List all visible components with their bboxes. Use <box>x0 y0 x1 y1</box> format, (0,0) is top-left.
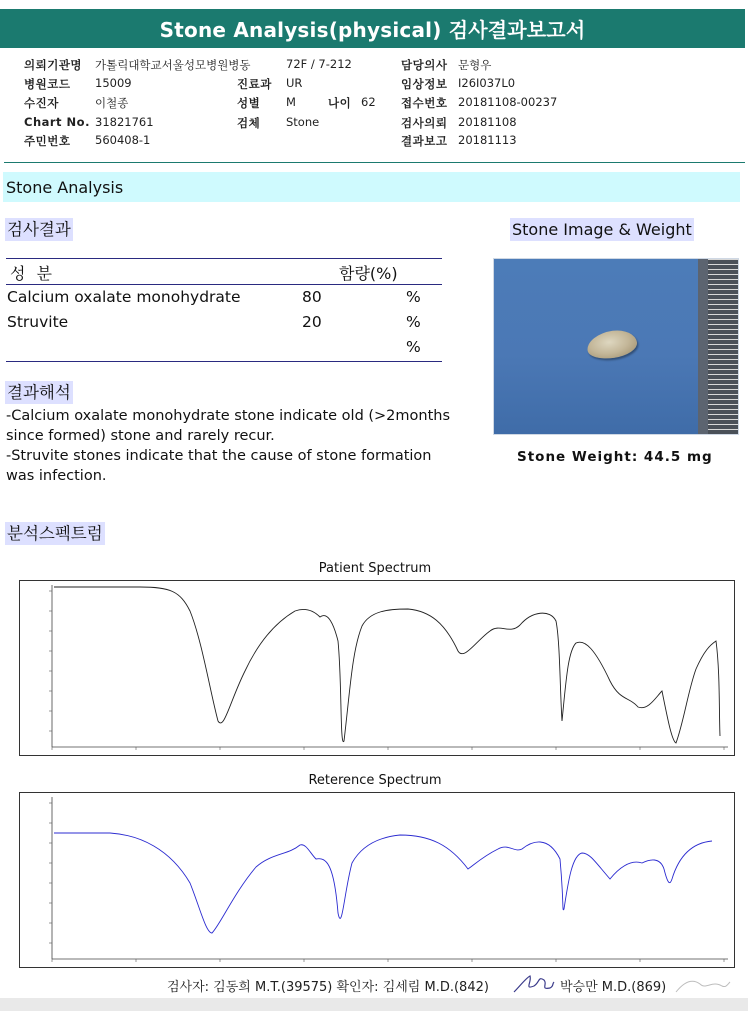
section-title: Stone Analysis <box>3 172 740 202</box>
dept-label: 진료과 <box>237 77 272 91</box>
report-title: Stone Analysis(physical) 검사결과보고서 <box>0 9 745 48</box>
stone-weight: Stone Weight: 44.5 mg <box>517 449 713 465</box>
institution-label: 의뢰기관명 <box>24 58 83 72</box>
component-name: Calcium oxalate monohydrate <box>7 288 241 306</box>
recipient-label: 수진자 <box>24 96 59 110</box>
ruler <box>698 259 738 434</box>
dept-value: UR <box>286 76 303 90</box>
chart-label: Chart No. <box>24 115 90 129</box>
component-unit: % <box>406 313 421 331</box>
info-row-3 <box>0 95 748 111</box>
hospital-code-value: 15009 <box>95 76 132 90</box>
faint-signature-mark <box>672 974 732 998</box>
ward-value: 72F / 7-212 <box>286 57 352 71</box>
component-value: 80 <box>302 288 322 306</box>
col-content-header: 함량(%) <box>339 264 398 283</box>
stone-heading: Stone Image & Weight <box>512 220 692 239</box>
signature-mark <box>510 972 556 998</box>
stone-specimen <box>585 328 638 362</box>
footer-band <box>0 998 748 1011</box>
stone-photo <box>493 258 739 435</box>
component-unit: % <box>406 338 421 356</box>
age-value: 62 <box>361 95 376 109</box>
patient-spectrum-svg <box>20 581 734 755</box>
sex-label: 성별 <box>237 96 261 110</box>
table-header-rule <box>6 284 442 285</box>
id-value: 560408-1 <box>95 133 151 147</box>
report-date-value: 20181113 <box>458 133 517 147</box>
institution-value: 가톨릭대학교서울성모병원병동 <box>95 58 251 72</box>
reference-spectrum-svg <box>20 793 734 967</box>
clinical-label: 임상정보 <box>401 77 448 91</box>
reference-spectrum-trace <box>54 833 712 933</box>
specimen-value: Stone <box>286 115 320 129</box>
results-heading: 검사결과 <box>7 220 71 239</box>
patient-spectrum-trace <box>54 587 720 743</box>
component-name: Struvite <box>7 313 69 331</box>
receipt-label: 접수번호 <box>401 96 448 110</box>
top-stripe <box>0 0 748 8</box>
clinical-value: I26I037L0 <box>458 76 516 90</box>
info-row-2 <box>0 76 748 92</box>
info-row-5 <box>0 133 748 149</box>
info-row-1 <box>0 57 748 73</box>
interpretation-line: was infection. <box>6 468 107 484</box>
approver-text: 박승만 M.D.(869) <box>560 980 667 995</box>
request-value: 20181108 <box>458 115 517 129</box>
interpretation-line: -Calcium oxalate monohydrate stone indicate old (>2months <box>6 408 451 424</box>
report-date-label: 결과보고 <box>401 134 448 148</box>
doctor-value: 문형우 <box>458 58 492 72</box>
component-value: 20 <box>302 313 322 331</box>
patient-spectrum-plot <box>19 580 735 756</box>
receipt-value: 20181108-00237 <box>458 95 558 109</box>
age-label: 나이 <box>328 96 352 110</box>
col-component-header: 성 분 <box>10 264 55 283</box>
interpretation-heading: 결과해석 <box>7 383 71 402</box>
inspector-text: 검사자: 김동희 M.T.(39575) 확인자: 김세림 M.D.(842) <box>167 980 489 995</box>
id-label: 주민번호 <box>24 134 71 148</box>
interpretation-line: -Struvite stones indicate that the cause of stone formation <box>6 448 432 464</box>
interpretation-line: since formed) stone and rarely recur. <box>6 428 275 444</box>
info-divider <box>4 162 745 163</box>
recipient-value: 이철종 <box>95 96 129 110</box>
hospital-code-label: 병원코드 <box>24 77 71 91</box>
report-header <box>0 0 748 56</box>
spectrum-heading: 분석스펙트럼 <box>7 524 103 543</box>
chart-value: 31821761 <box>95 115 154 129</box>
sex-value: M <box>286 95 296 109</box>
reference-spectrum-axes <box>49 797 728 962</box>
table-bottom-rule <box>6 361 442 362</box>
reference-spectrum-title: Reterence Spectrum <box>308 773 442 788</box>
request-label: 검사의뢰 <box>401 116 448 130</box>
doctor-label: 담당의사 <box>401 58 448 72</box>
info-row-4 <box>0 115 748 131</box>
specimen-label: 검체 <box>237 116 261 130</box>
signature-line <box>0 972 748 998</box>
table-top-rule <box>6 258 442 259</box>
patient-spectrum-title: Patient Spectrum <box>318 561 432 576</box>
reference-spectrum-plot <box>19 792 735 968</box>
component-unit: % <box>406 288 421 306</box>
